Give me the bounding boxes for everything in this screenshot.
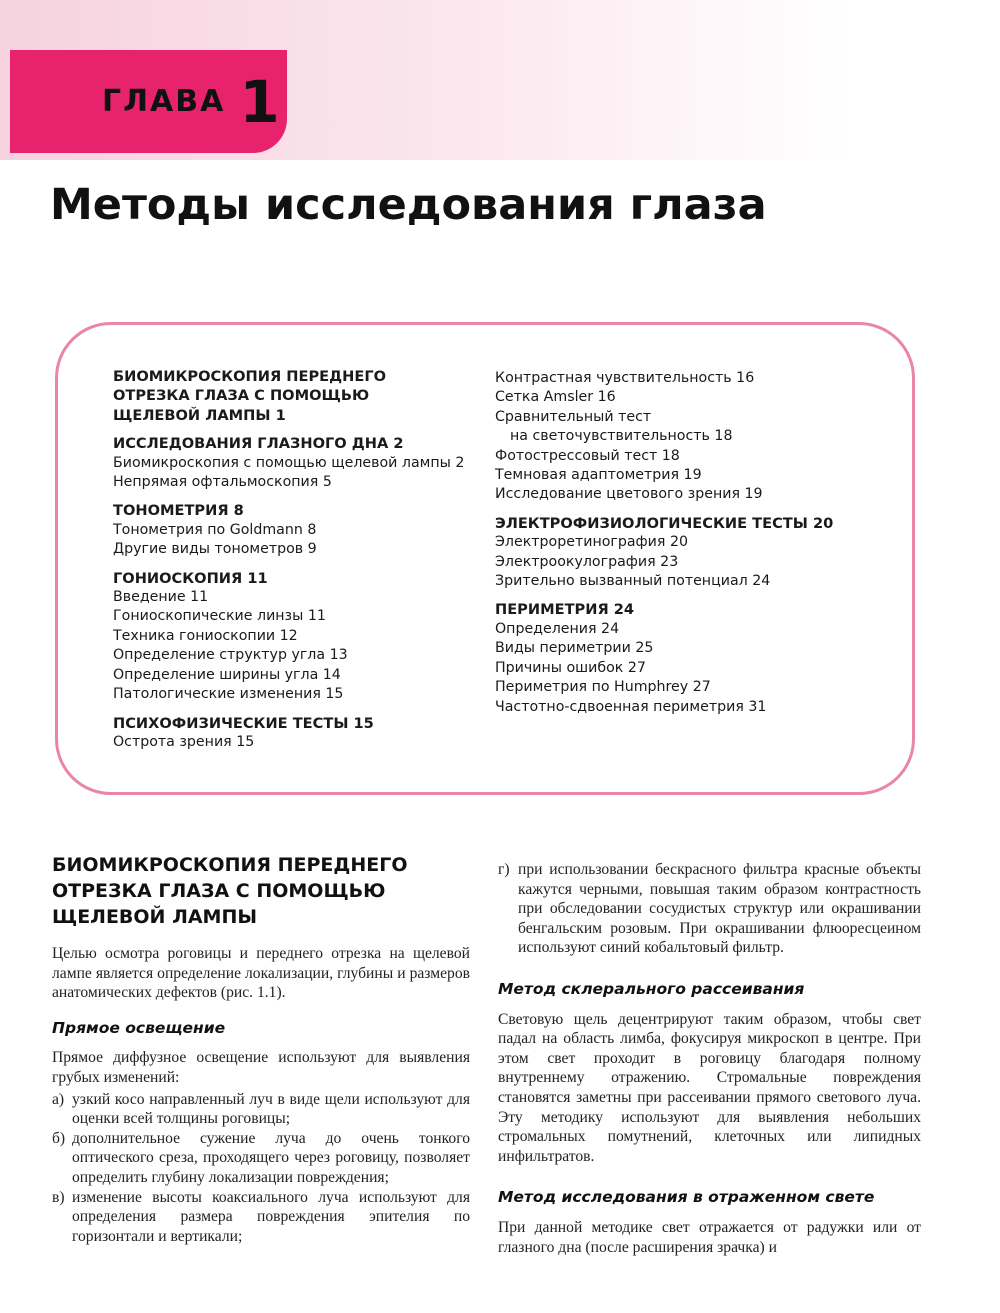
- technique-list-continued: [498, 860, 921, 958]
- list-item: [52, 1188, 470, 1247]
- toc-entry: Тонометрия по Goldmann 8: [113, 521, 317, 538]
- list-item: [52, 1129, 470, 1188]
- list-item-marker: г): [498, 861, 510, 878]
- table-of-contents: [55, 322, 915, 795]
- toc-entry: Сравнительный тест: [495, 408, 652, 425]
- toc-entry: Определения 24: [495, 620, 620, 637]
- toc-section-heading: ПЕРИМЕТРИЯ 24: [495, 601, 635, 619]
- toc-section-heading: ОТРЕЗКА ГЛАЗА С ПОМОЩЬЮ: [113, 387, 370, 405]
- direct-illumination-paragraph: Прямое диффузное освещение используют для выявления грубых изменений:: [52, 1049, 470, 1086]
- toc-entry: Темновая адаптометрия 19: [495, 467, 702, 484]
- section-heading-line: БИОМИКРОСКОПИЯ ПЕРЕДНЕГО: [52, 854, 408, 876]
- chapter-label: ГЛАВА: [102, 84, 226, 119]
- chapter-title: Методы исследования глаза: [50, 180, 767, 230]
- toc-section-heading: ЭЛЕКТРОФИЗИОЛОГИЧЕСКИЕ ТЕСТЫ 20: [495, 514, 834, 532]
- section-heading: [52, 852, 470, 930]
- toc-right-column: [495, 369, 855, 717]
- direct-illumination-heading: Прямое освещение: [52, 1018, 226, 1037]
- list-item-text: дополнительное сужение луча до очень тонкого оптического среза, проходящего через роговицу, позволяет определить глубину локализации повреждения;: [72, 1129, 470, 1186]
- toc-entry: Другие виды тонометров 9: [113, 541, 317, 558]
- toc-entry: Фотострессовый тест 18: [495, 447, 680, 464]
- toc-section-heading: ТОНОМЕТРИЯ 8: [113, 502, 244, 520]
- list-item-marker: а): [52, 1090, 65, 1108]
- chapter-tab: [10, 50, 287, 153]
- toc-section-heading: БИОМИКРОСКОПИЯ ПЕРЕДНЕГО: [113, 368, 387, 385]
- toc-section-heading: ГОНИОСКОПИЯ 11: [113, 569, 268, 587]
- toc-entry: Сетка Amsler 16: [495, 389, 616, 406]
- toc-section-heading: ПСИХОФИЗИЧЕСКИЕ ТЕСТЫ 15: [113, 714, 374, 732]
- scleral-scatter-paragraph: Световую щель децентрируют таким образом, чтобы свет падал на область лимба, фокусируя микроскоп в центре. При этом свет проходит в роговицу благодаря полному внутреннему отражению. Стромальные повреждения становятся заметны при рассеивании прямого светового луча. Эту методику используют для выявления небольших стромальных помутнений, клеточных или липидных инфильтратов.: [498, 1010, 921, 1165]
- toc-entry: Зрительно вызванный потенциал 24: [495, 573, 771, 590]
- list-item: [498, 860, 921, 958]
- toc-entry: Острота зрения 15: [113, 733, 255, 750]
- toc-entry: Гониоскопические линзы 11: [113, 608, 326, 625]
- toc-entry: Определение ширины угла 14: [113, 666, 341, 683]
- toc-entry: Виды периметрии 25: [495, 640, 654, 657]
- technique-list: [52, 1090, 470, 1247]
- toc-entry: Биомикроскопия с помощью щелевой лампы 2: [113, 454, 465, 471]
- toc-entry: Электроокулография 23: [495, 553, 679, 570]
- chapter-number: 1: [239, 67, 280, 136]
- toc-entry: Причины ошибок 27: [495, 659, 646, 676]
- section-heading-line: ЩЕЛЕВОЙ ЛАМПЫ: [52, 906, 258, 928]
- list-item-text: при использовании бескрасного фильтра красные объекты кажутся черными, повышая таким образом контрастность при обследовании сосудистых структур или окрашивании бенгальским розовым. При окрашивании флюоресцеином используют синий кобальтовый фильтр.: [518, 861, 921, 957]
- toc-entry: Определение структур угла 13: [113, 647, 348, 664]
- toc-entry: Введение 11: [113, 589, 209, 606]
- retroillumination-heading: Метод исследования в отраженном свете: [498, 1188, 875, 1207]
- toc-entry: Электроретинография 20: [495, 534, 688, 551]
- intro-paragraph: Целью осмотра роговицы и переднего отрезка на щелевой лампе является определение локализации, глубины и размеров анатомических дефектов (рис. 1.1).: [52, 945, 470, 1002]
- list-item-marker: в): [52, 1188, 65, 1206]
- toc-section-heading: ЩЕЛЕВОЙ ЛАМПЫ 1: [113, 406, 286, 424]
- toc-entry: Техника гониоскопии 12: [113, 627, 298, 644]
- list-item-marker: б): [52, 1129, 66, 1147]
- toc-entry: Патологические изменения 15: [113, 686, 344, 703]
- list-item: [52, 1090, 470, 1129]
- toc-section-heading: ИССЛЕДОВАНИЯ ГЛАЗНОГО ДНА 2: [113, 435, 404, 453]
- toc-entry: Периметрия по Humphrey 27: [495, 679, 711, 696]
- toc-entry: Контрастная чувствительность 16: [495, 370, 755, 386]
- list-item-text: узкий косо направленный луч в виде щели используют для оценки всей толщины роговицы;: [72, 1090, 470, 1128]
- toc-left-column: [113, 367, 465, 752]
- section-heading-line: ОТРЕЗКА ГЛАЗА С ПОМОЩЬЮ: [52, 880, 386, 902]
- retroillumination-paragraph: При данной методике свет отражается от радужки или от глазного дна (после расширения зрачка) и: [498, 1218, 921, 1256]
- toc-entry: Частотно-сдвоенная периметрия 31: [495, 698, 767, 715]
- scleral-scatter-heading: Метод склерального рассеивания: [498, 979, 805, 998]
- toc-entry: Непрямая офтальмоскопия 5: [113, 474, 332, 491]
- body-right-column: [498, 860, 921, 1267]
- list-item-text: изменение высоты коаксиального луча используют для определения размера повреждения эпителия по горизонтали и вертикали;: [72, 1188, 470, 1245]
- toc-entry: на светочувствительность 18: [510, 428, 733, 445]
- body-left-column: [52, 852, 470, 1246]
- toc-entry: Исследование цветового зрения 19: [495, 486, 763, 503]
